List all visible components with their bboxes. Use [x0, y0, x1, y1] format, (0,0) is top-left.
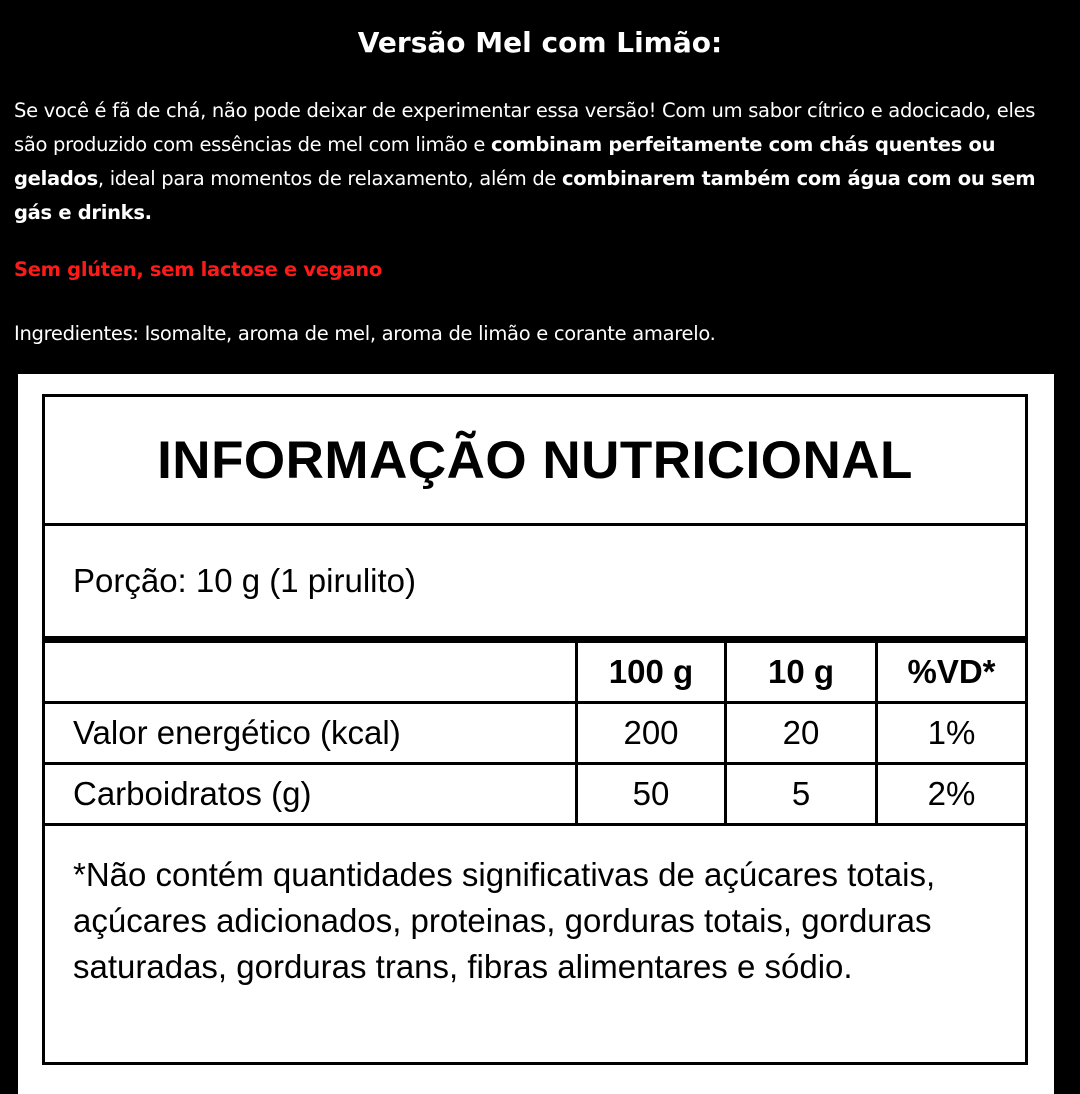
table-row — [45, 764, 1025, 825]
portion-size: Porção: 10 g (1 pirulito) — [45, 526, 1025, 643]
row-label: Valor energético (kcal) — [45, 703, 577, 764]
table-header-row — [45, 643, 1025, 703]
nutrition-table — [45, 643, 1025, 826]
header-cell-10g: 10 g — [726, 643, 877, 703]
row-value-10g: 5 — [726, 764, 877, 825]
nutrition-footnote: *Não contém quantidades significativas de açúcares totais, açúcares adicionados, proteinas, gorduras totais, gorduras saturadas, gorduras trans, fibras alimentares e sódio. — [73, 856, 936, 985]
row-value-100g: 50 — [577, 764, 726, 825]
row-value-vd: 2% — [877, 764, 1026, 825]
row-value-vd: 1% — [877, 703, 1026, 764]
nutrition-label — [42, 394, 1028, 1065]
description-bold-1: combinam perfeitamente com chás quentes ou gelados — [14, 133, 996, 190]
header-cell-100g: 100 g — [577, 643, 726, 703]
dietary-note: Sem glúten, sem lactose e vegano — [14, 258, 382, 281]
description-text-2: , ideal para momentos de relaxamento, além de — [97, 167, 563, 190]
nutrition-title: INFORMAÇÃO NUTRICIONAL — [45, 397, 1025, 526]
description-text-1: Se você é fã de chá, não pode deixar de experimentar essa versão! Com um sabor cítrico e adocicado, eles são produzido com essências de mel com limão e — [14, 99, 1036, 156]
header-cell-vd: %VD* — [877, 643, 1026, 703]
row-value-10g: 20 — [726, 703, 877, 764]
row-label: Carboidratos (g) — [45, 764, 577, 825]
description-bold-2: combinarem também com água com ou sem gás e drinks. — [14, 167, 1036, 224]
table-row — [45, 703, 1025, 764]
row-value-100g: 200 — [577, 703, 726, 764]
product-description — [14, 94, 1066, 230]
section-heading: Versão Mel com Limão: — [357, 26, 723, 59]
nutrition-panel — [18, 374, 1054, 1094]
header-cell-blank — [45, 643, 577, 703]
ingredients-text: Ingredientes: Isomalte, aroma de mel, aroma de limão e corante amarelo. — [14, 322, 716, 345]
